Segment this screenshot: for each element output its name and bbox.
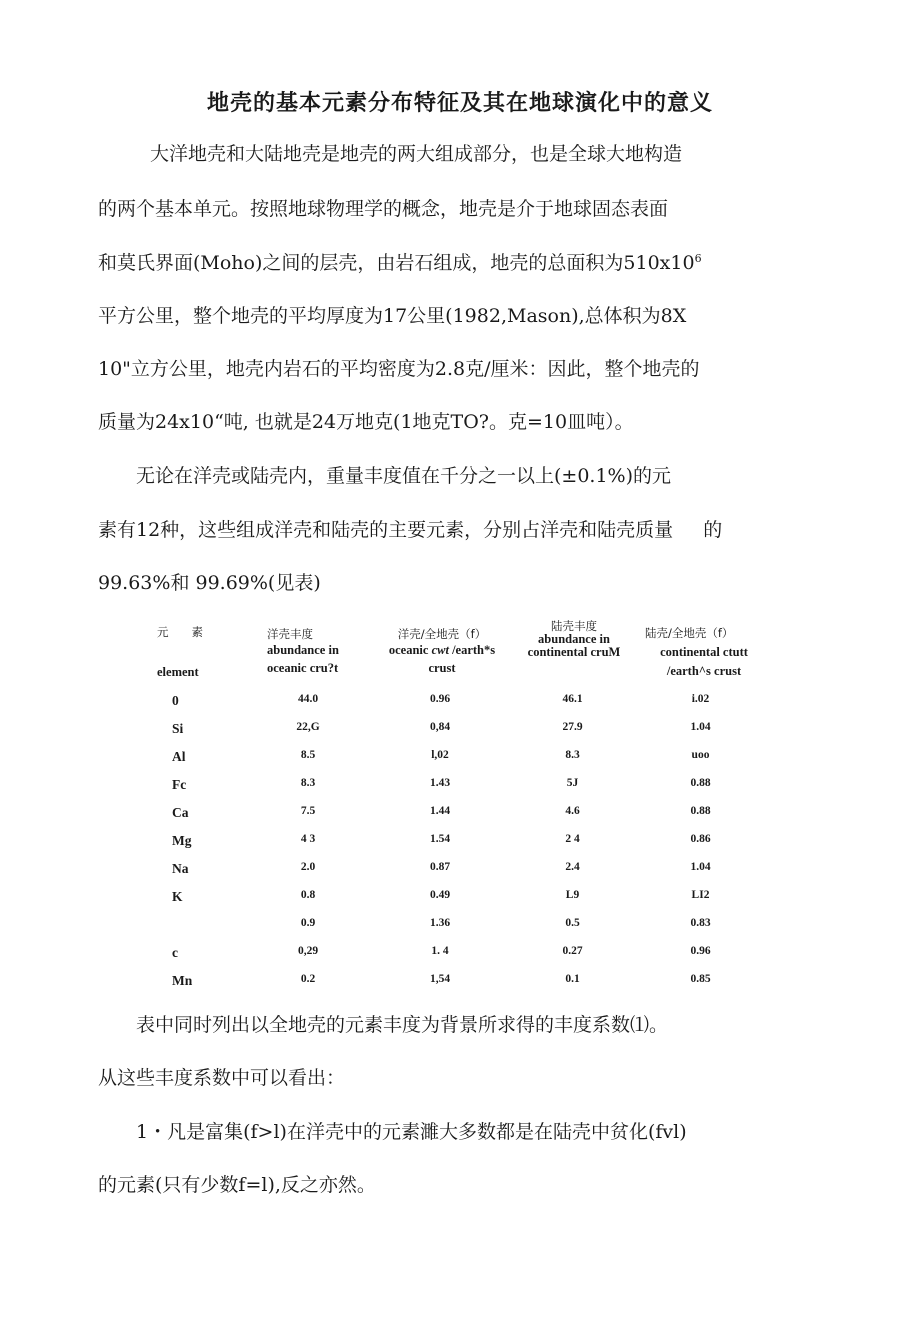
header-element <box>157 624 203 680</box>
oceanic-abundance-cell: 8.3 <box>300 777 316 789</box>
continental-abundance-cell: 27.9 <box>562 721 583 733</box>
oceanic-ratio-cell: l,02 <box>431 749 449 761</box>
oceanic-ratio-cell: 0.49 <box>429 889 451 901</box>
continental-ratio-cell: 0.86 <box>690 833 711 845</box>
table-row <box>0 721 920 741</box>
oceanic-ratio-cell: 0.87 <box>429 861 451 873</box>
table-row <box>0 833 920 853</box>
para1-line3 <box>98 251 702 275</box>
continental-abundance-cell: 0.27 <box>562 945 583 957</box>
para3-line2: 从这些丰度系数中可以看出： <box>98 1067 346 1089</box>
continental-abundance-cell: 2.4 <box>565 861 580 873</box>
para2-line2 <box>98 518 722 542</box>
table-row <box>0 945 920 965</box>
oceanic-ratio-cell: 0,84 <box>429 721 451 733</box>
header-continental-abundance-en1: abundance in <box>538 632 610 646</box>
oceanic-abundance-cell: 0.2 <box>300 973 316 985</box>
continental-ratio-cell: 0.83 <box>690 917 711 929</box>
para1-line2: 的两个基本单元。按照地球物理学的概念，地壳是介于地球固态表面 <box>98 198 669 220</box>
table-row <box>0 693 920 713</box>
oceanic-ratio-cell: 1.44 <box>429 805 451 817</box>
header-oceanic-ratio-cn: 洋壳/全地壳（f） <box>397 627 487 641</box>
para2-line3: 99.63%和 99.69%(见表) <box>98 572 321 594</box>
element-cell: Si <box>172 721 184 736</box>
header-oceanic-abundance-en1: abundance in <box>267 643 339 657</box>
oceanic-abundance-cell: 7.5 <box>300 805 316 817</box>
header-continental-abundance-cn: 陆壳丰度 <box>551 619 597 633</box>
element-cell: 0 <box>172 693 179 708</box>
element-cell: Fc <box>172 777 187 792</box>
header-oceanic-abundance <box>267 626 339 676</box>
element-cell: Mn <box>172 973 193 988</box>
oceanic-abundance-cell: 8.5 <box>300 749 316 761</box>
element-cell: c <box>172 945 178 960</box>
para2-line2-tail: 的 <box>703 519 723 541</box>
header-oceanic-ratio-en1c: /earth*s <box>448 643 496 657</box>
table-row <box>0 889 920 909</box>
continental-abundance-cell: 4.6 <box>565 805 580 817</box>
para1-line5: 10"立方公里，地壳内岩石的平均密度为2.8克/厘米：因此，整个地壳的 <box>98 358 700 380</box>
table-row <box>0 805 920 825</box>
para1-line3-text: 和莫氏界面(Moho)之间的层壳，由岩石组成，地壳的总面积为510x10 <box>98 252 695 274</box>
element-cell: Mg <box>172 833 192 848</box>
oceanic-abundance-cell: 0,29 <box>297 945 319 957</box>
oceanic-abundance-cell: 0.9 <box>300 917 316 929</box>
continental-ratio-cell: 1.04 <box>690 861 711 873</box>
oceanic-ratio-cell: 1,54 <box>429 973 451 985</box>
continental-ratio-cell: 1.04 <box>690 721 711 733</box>
oceanic-ratio-cell: 1.43 <box>429 777 451 789</box>
continental-abundance-cell: L9 <box>565 889 580 901</box>
oceanic-abundance-cell: 4 3 <box>300 833 316 845</box>
header-oceanic-ratio-en1b: cwt <box>431 643 449 657</box>
continental-ratio-cell: i.02 <box>691 693 710 705</box>
oceanic-abundance-cell: 2.0 <box>300 861 316 873</box>
element-cell: Al <box>172 749 186 764</box>
continental-ratio-cell: 0.85 <box>690 973 711 985</box>
continental-abundance-cell: 8.3 <box>565 749 580 761</box>
table-row <box>0 917 920 937</box>
table-row <box>0 973 920 993</box>
para2-line2-text: 素有12种，这些组成洋壳和陆壳的主要元素，分别占洋壳和陆壳质量 <box>98 519 674 541</box>
continental-ratio-cell: 0.88 <box>690 777 711 789</box>
header-oceanic-ratio-en1 <box>372 642 512 658</box>
continental-abundance-cell: 46.1 <box>562 693 583 705</box>
table-row <box>0 861 920 881</box>
superscript-six: 6 <box>694 252 702 265</box>
continental-abundance-cell: 5J <box>566 777 579 789</box>
para4-line2: 的元素(只有少数f=l),反之亦然。 <box>98 1174 376 1196</box>
table-row <box>0 777 920 797</box>
para3-line1: 表中同时列出以全地壳的元素丰度为背景所求得的丰度系数⑴。 <box>136 1014 669 1036</box>
header-element-cn: 元 素 <box>157 625 203 639</box>
para2-line1: 无论在洋壳或陆壳内，重量丰度值在千分之一以上(±0.1%)的元 <box>136 465 672 487</box>
continental-ratio-cell: LI2 <box>691 889 710 901</box>
header-oceanic-ratio-en2: crust <box>428 661 456 675</box>
continental-ratio-cell: 0.88 <box>690 805 711 817</box>
header-oceanic-ratio-en1a: oceanic <box>388 643 432 657</box>
header-continental-ratio-en1: continental ctutt <box>660 645 748 659</box>
header-element-en: element <box>157 665 199 679</box>
header-oceanic-abundance-en2: oceanic cru?t <box>267 661 339 675</box>
document-title: 地壳的基本元素分布特征及其在地球演化中的意义 <box>206 91 713 116</box>
continental-abundance-cell: 0.1 <box>565 973 580 985</box>
continental-abundance-cell: 0.5 <box>565 917 580 929</box>
element-cell: Na <box>172 861 189 876</box>
continental-ratio-cell: 0.96 <box>690 945 711 957</box>
continental-ratio-cell: uoo <box>691 749 710 761</box>
table-row <box>0 749 920 769</box>
header-oceanic-ratio <box>372 626 512 676</box>
oceanic-ratio-cell: 1. 4 <box>431 945 449 957</box>
oceanic-abundance-cell: 44.0 <box>297 693 319 705</box>
oceanic-ratio-cell: 0.96 <box>429 693 451 705</box>
header-continental-abundance <box>515 620 633 659</box>
oceanic-abundance-cell: 22,G <box>296 721 320 733</box>
header-oceanic-abundance-cn: 洋壳丰度 <box>267 627 313 641</box>
continental-abundance-cell: 2 4 <box>565 833 580 845</box>
para1-line4: 平方公里，整个地壳的平均厚度为17公里(1982,Mason),总体积为8X <box>98 305 687 327</box>
header-continental-ratio <box>645 625 763 679</box>
oceanic-ratio-cell: 1.54 <box>429 833 451 845</box>
oceanic-abundance-cell: 0.8 <box>300 889 316 901</box>
oceanic-ratio-cell: 1.36 <box>429 917 451 929</box>
para4-line1: 1・凡是富集(f>l)在洋壳中的元素濉大多数都是在陆壳中贫化(fvl) <box>136 1121 687 1143</box>
header-continental-ratio-cn: 陆壳/全地壳（f） <box>645 626 734 640</box>
para1-line6: 质量为24x10“吨, 也就是24万地克(1地克TO?。克=10皿吨）。 <box>98 411 634 433</box>
element-cell: Ca <box>172 805 189 820</box>
header-continental-abundance-en2: continental cruM <box>527 645 621 659</box>
para1-line1: 大洋地壳和大陆地壳是地壳的两大组成部分，也是全球大地构造 <box>150 143 683 165</box>
header-continental-ratio-en2: /earth^s crust <box>666 664 742 678</box>
element-cell: K <box>172 889 183 904</box>
